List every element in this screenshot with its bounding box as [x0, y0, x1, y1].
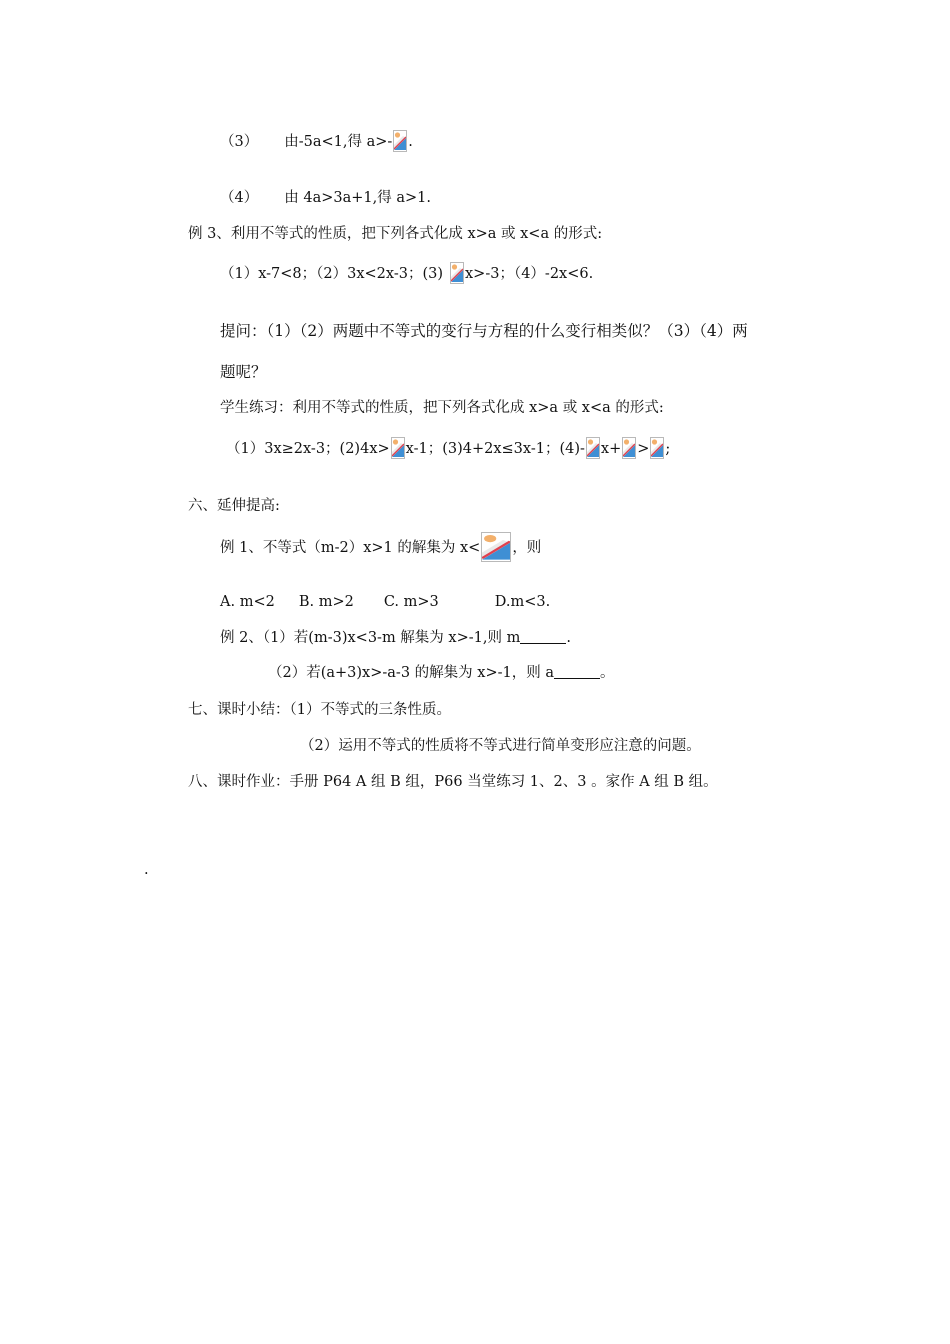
extension-example-2-part-1: [220, 628, 571, 648]
example-2-end: .: [566, 630, 571, 646]
practice-text-e: ;: [665, 441, 671, 457]
formula-image-icon: [650, 437, 664, 459]
items-text-a: （1）x-7<8；（2）3x<2x-3；(3): [220, 266, 443, 282]
example-1-end: ，则: [512, 540, 542, 556]
practice-text-a: （1）3x≥2x-3；(2)4x>: [226, 441, 390, 457]
example-1-options: [220, 592, 550, 612]
formula-image-icon: [586, 437, 600, 459]
item-number: （3）: [220, 134, 259, 150]
example-3-items: [220, 262, 593, 284]
question-line-cont: 题呢？: [220, 363, 267, 381]
answer-blank: [520, 629, 566, 644]
statement-text: 由 4a>3a+1,得 a>1.: [284, 190, 431, 206]
section-7-summary: 七、课时小结：（1）不等式的三条性质。: [188, 702, 451, 718]
formula-image-icon: [481, 532, 511, 562]
extension-example-1: [220, 532, 541, 562]
section-8-homework: 八、课时作业：手册 P64 A 组 B 组，P66 当堂练习 1、2、3 。家作 A 组 B 组。: [188, 774, 718, 790]
option-a: A. m<2: [220, 594, 275, 610]
item-number: （4）: [220, 190, 259, 206]
formula-image-icon: [393, 130, 407, 152]
practice-heading: 学生练习：利用不等式的性质，把下列各式化成 x>a 或 x<a 的形式:: [220, 400, 664, 416]
answer-blank: [554, 664, 600, 679]
footer-dot: .: [144, 862, 149, 878]
section-6-heading: 六、延伸提高:: [188, 498, 280, 514]
example-2-text: 例 2、（1）若(m-3)x<3-m 解集为 x>-1,则 m: [220, 630, 521, 646]
example-1-text: 例 1、不等式（m-2）x>1 的解集为 x<: [220, 540, 481, 556]
practice-text-c: x+: [600, 441, 622, 457]
option-c: C. m>3: [383, 594, 439, 610]
example-2b-text: （2）若(a+3)x>-a-3 的解集为 x>-1，则 a: [268, 665, 554, 681]
example-3-heading: 例 3、利用不等式的性质，把下列各式化成 x>a 或 x<a 的形式:: [188, 226, 603, 242]
formula-image-icon: [391, 437, 405, 459]
extension-example-2-part-2: [268, 663, 614, 683]
practice-text-b: x-1；(3)4+2x≤3x-1；(4)-: [405, 441, 585, 457]
question-line: 提问：（1）（2）两题中不等式的变行与方程的什么变行相类似？（3）（4）两: [220, 322, 748, 340]
statement-end: .: [408, 134, 413, 150]
formula-image-icon: [450, 262, 464, 284]
line-example-2-part-3: [220, 130, 413, 152]
practice-text-d: >: [637, 441, 650, 457]
line-example-2-part-4: [220, 188, 431, 208]
option-b: B. m>2: [298, 594, 354, 610]
practice-items: [226, 437, 670, 459]
option-d: D.m<3.: [494, 594, 551, 610]
statement-text: 由-5a<1,得 a>-: [284, 134, 393, 150]
section-7-summary-2: （2）运用不等式的性质将不等式进行简单变形应注意的问题。: [300, 738, 701, 754]
items-text-b: x>-3；（4）-2x<6.: [465, 266, 594, 282]
formula-image-icon: [622, 437, 636, 459]
example-2b-end: 。: [599, 665, 615, 681]
